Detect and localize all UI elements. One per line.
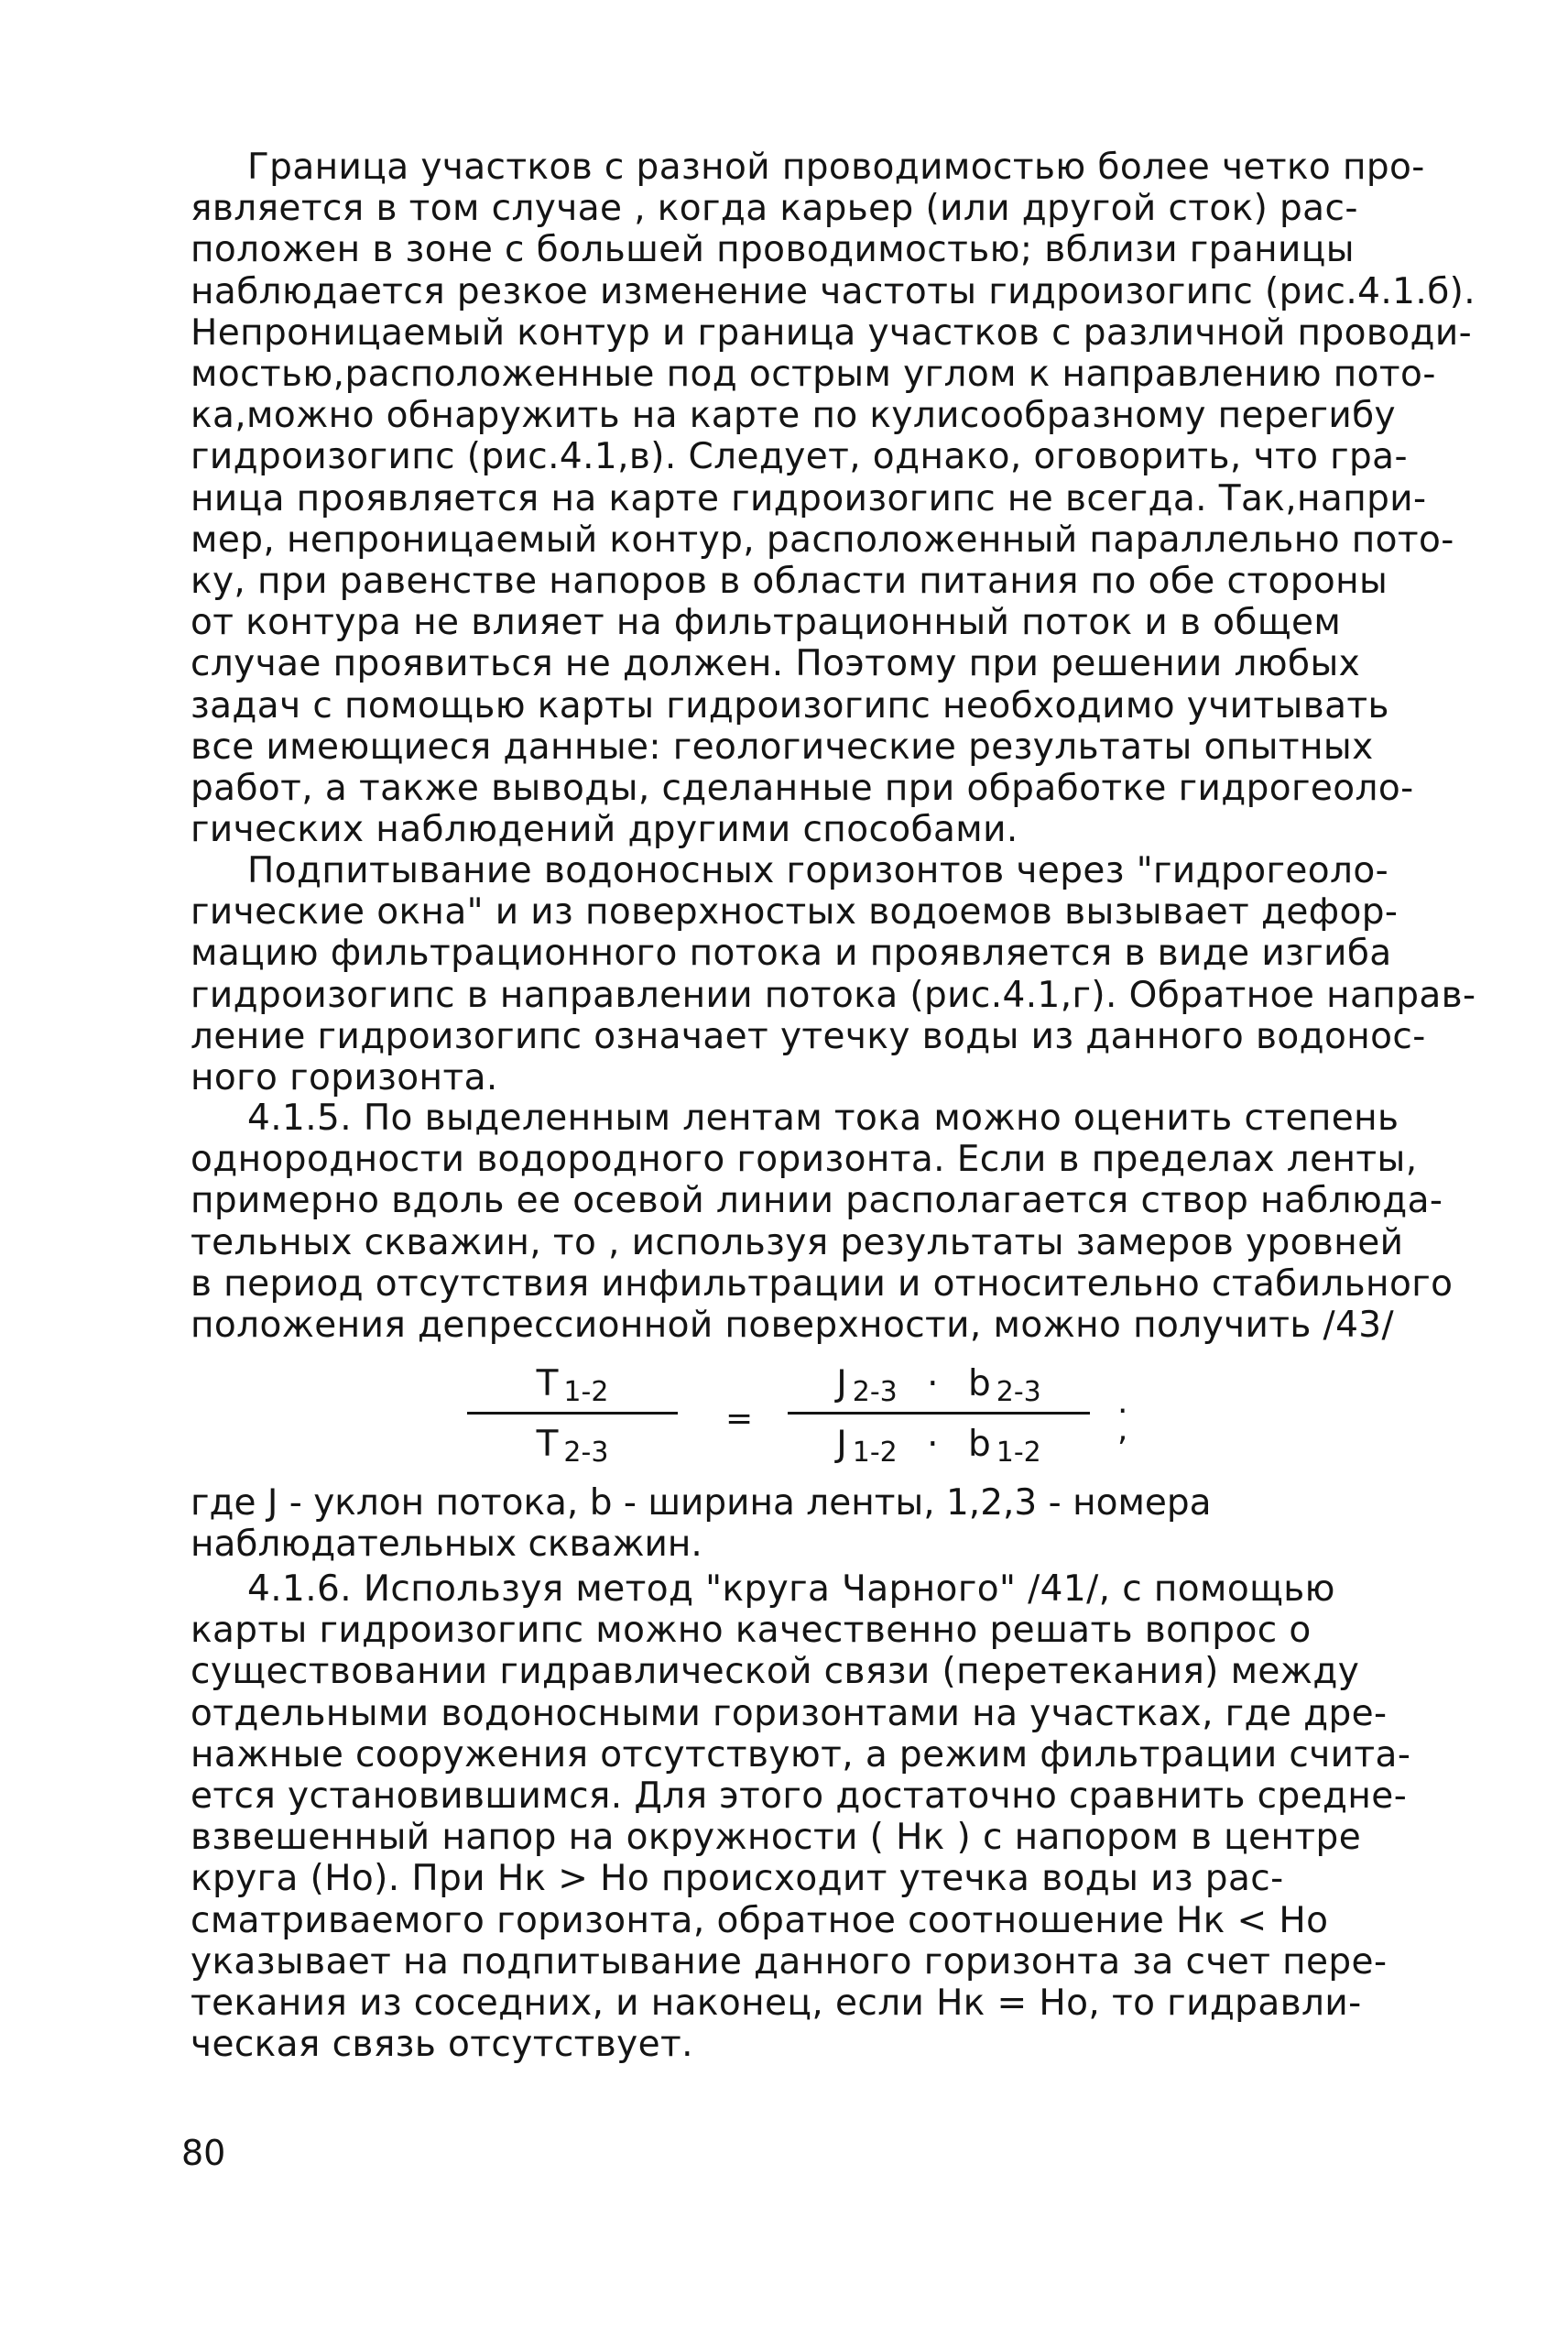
text-line: мостью,расположенные под острым углом к направлению пото- (191, 354, 1436, 396)
formula-punctuation: . , (1117, 1383, 1128, 1448)
text-line: Непроницаемый контур и граница участков с различной проводи- (191, 311, 1473, 354)
paragraph-2 (191, 850, 1476, 1099)
formula-subscript: 1-2 (563, 1376, 609, 1408)
formula-equals: = (725, 1400, 754, 1437)
text-line: задач с помощью карты гидроизогипс необходимо учитывать (191, 684, 1389, 727)
text-line: примерно вдоль ее осевой линии располагается створ наблюда- (191, 1180, 1443, 1222)
formula-dot: · (927, 1424, 939, 1465)
text-line: мацию фильтрационного потока и проявляется в виде изгиба (191, 933, 1392, 975)
text-line: тельных скважин, то , используя результаты замеров уровней (191, 1221, 1404, 1263)
text-line: Подпитывание водоносных горизонтов через "гидрогеоло- (247, 850, 1389, 891)
text-line: 4.1.5. По выделенным лентам тока можно оценить степень (247, 1098, 1399, 1139)
text-line: работ, а также выводы, сделанные при обработке гидрогеоло- (191, 768, 1414, 810)
text-line: существовании гидравлической связи (перетекания) между (191, 1651, 1360, 1693)
text-line: ление гидроизогипс означает утечку воды из данного водонос- (191, 1015, 1426, 1057)
formula-symbol: J (836, 1363, 847, 1404)
transmissivity-formula (440, 1363, 1136, 1482)
text-line: круга (Ho). При Hк > Ho происходит утечка воды из рас- (191, 1858, 1284, 1900)
text-line: в период отсутствия инфильтрации и относительно стабильного (191, 1262, 1454, 1305)
formula-subscript: 1-2 (996, 1437, 1041, 1469)
text-line: где J - уклон потока, b - ширина ленты, 1,2,3 - номера (191, 1482, 1212, 1524)
formula-symbol: T (536, 1363, 559, 1404)
text-line: текания из соседних, и наконец, если Hк = Ho, то гидравли- (191, 1983, 1362, 2025)
formula-right-fraction (788, 1363, 1090, 1469)
formula-left-denominator (467, 1424, 678, 1469)
text-line: отдельными водоносными горизонтами на участках, где дре- (191, 1692, 1388, 1734)
formula-symbol: T (536, 1424, 559, 1465)
formula-subscript: 2-3 (563, 1437, 609, 1469)
text-line: однородности водородного горизонта. Если в пределах ленты, (191, 1139, 1418, 1181)
paragraph-4 (191, 1568, 1459, 2065)
text-line: ного горизонта. (191, 1057, 498, 1099)
text-line: положен в зоне с большей проводимостью; вблизи границы (191, 229, 1355, 271)
text-line: гических наблюдений другими способами. (191, 809, 1018, 851)
formula-right-numerator (788, 1363, 1090, 1408)
text-line: взвешенный напор на окружности ( Hк ) с напором в центре (191, 1817, 1362, 1859)
text-line: наблюдательных скважин. (191, 1524, 702, 1566)
text-line: карты гидроизогипс можно качественно решать вопрос о (191, 1610, 1312, 1652)
fraction-bar (788, 1412, 1090, 1415)
formula-symbol: b (967, 1363, 991, 1404)
text-line: положения депрессионной поверхности, можно получить /43/ (191, 1305, 1395, 1347)
paragraph-3 (191, 1098, 1459, 1346)
formula-symbol: b (967, 1424, 991, 1465)
formula-left-fraction (467, 1363, 678, 1469)
text-line: гидроизогипс (рис.4.1,в). Следует, однако, оговорить, что гра- (191, 436, 1408, 478)
formula-left-numerator (467, 1363, 678, 1408)
text-line: случае проявиться не должен. Поэтому при решении любых (191, 643, 1361, 685)
text-line: Граница участков с разной проводимостью более четко про- (247, 147, 1425, 188)
paragraph-1 (191, 147, 1476, 851)
formula-right-denominator (788, 1424, 1090, 1469)
text-line: ка,можно обнаружить на карте по кулисообразному перегибу (191, 395, 1397, 437)
text-line: ется установившимся. Для этого достаточно сравнить средне- (191, 1775, 1408, 1818)
text-line: гидроизогипс в направлении потока (рис.4.1,г). Обратное направ- (191, 974, 1476, 1016)
formula-subscript: 1-2 (852, 1437, 898, 1469)
text-line: ку, при равенстве напоров в области питания по обе стороны (191, 561, 1388, 603)
text-line: указывает на подпитывание данного горизонта за счет пере- (191, 1940, 1388, 1983)
text-line: ница проявляется на карте гидроизогипс не всегда. Так,напри- (191, 477, 1427, 519)
formula-subscript: 2-3 (996, 1376, 1041, 1408)
text-line: все имеющиеся данные: геологические результаты опытных (191, 726, 1374, 768)
text-line: нажные сооружения отсутствуют, а режим фильтрации счита- (191, 1733, 1411, 1775)
fraction-bar (467, 1412, 678, 1415)
text-line: наблюдается резкое изменение частоты гидроизогипс (рис.4.1.б). (191, 270, 1476, 312)
text-line: сматриваемого горизонта, обратное соотношение Hк < Ho (191, 1899, 1329, 1941)
formula-symbol: J (836, 1424, 847, 1465)
formula-legend (191, 1482, 1459, 1565)
text-line: 4.1.6. Используя метод "круга Чарного" /41/, с помощью (247, 1568, 1335, 1610)
text-line: гические окна" и из поверхностых водоемов вызывает дефор- (191, 891, 1399, 934)
text-line: от контура не влияет на фильтрационный поток и в общем (191, 602, 1342, 644)
page-number: 80 (181, 2133, 226, 2173)
text-line: мер, непроницаемый контур, расположенный параллельно пото- (191, 519, 1454, 561)
text-line: является в том случае , когда карьер (или другой сток) рас- (191, 188, 1358, 230)
formula-subscript: 2-3 (852, 1376, 898, 1408)
text-line: ческая связь отсутствует. (191, 2024, 693, 2066)
formula-dot: · (927, 1363, 939, 1404)
